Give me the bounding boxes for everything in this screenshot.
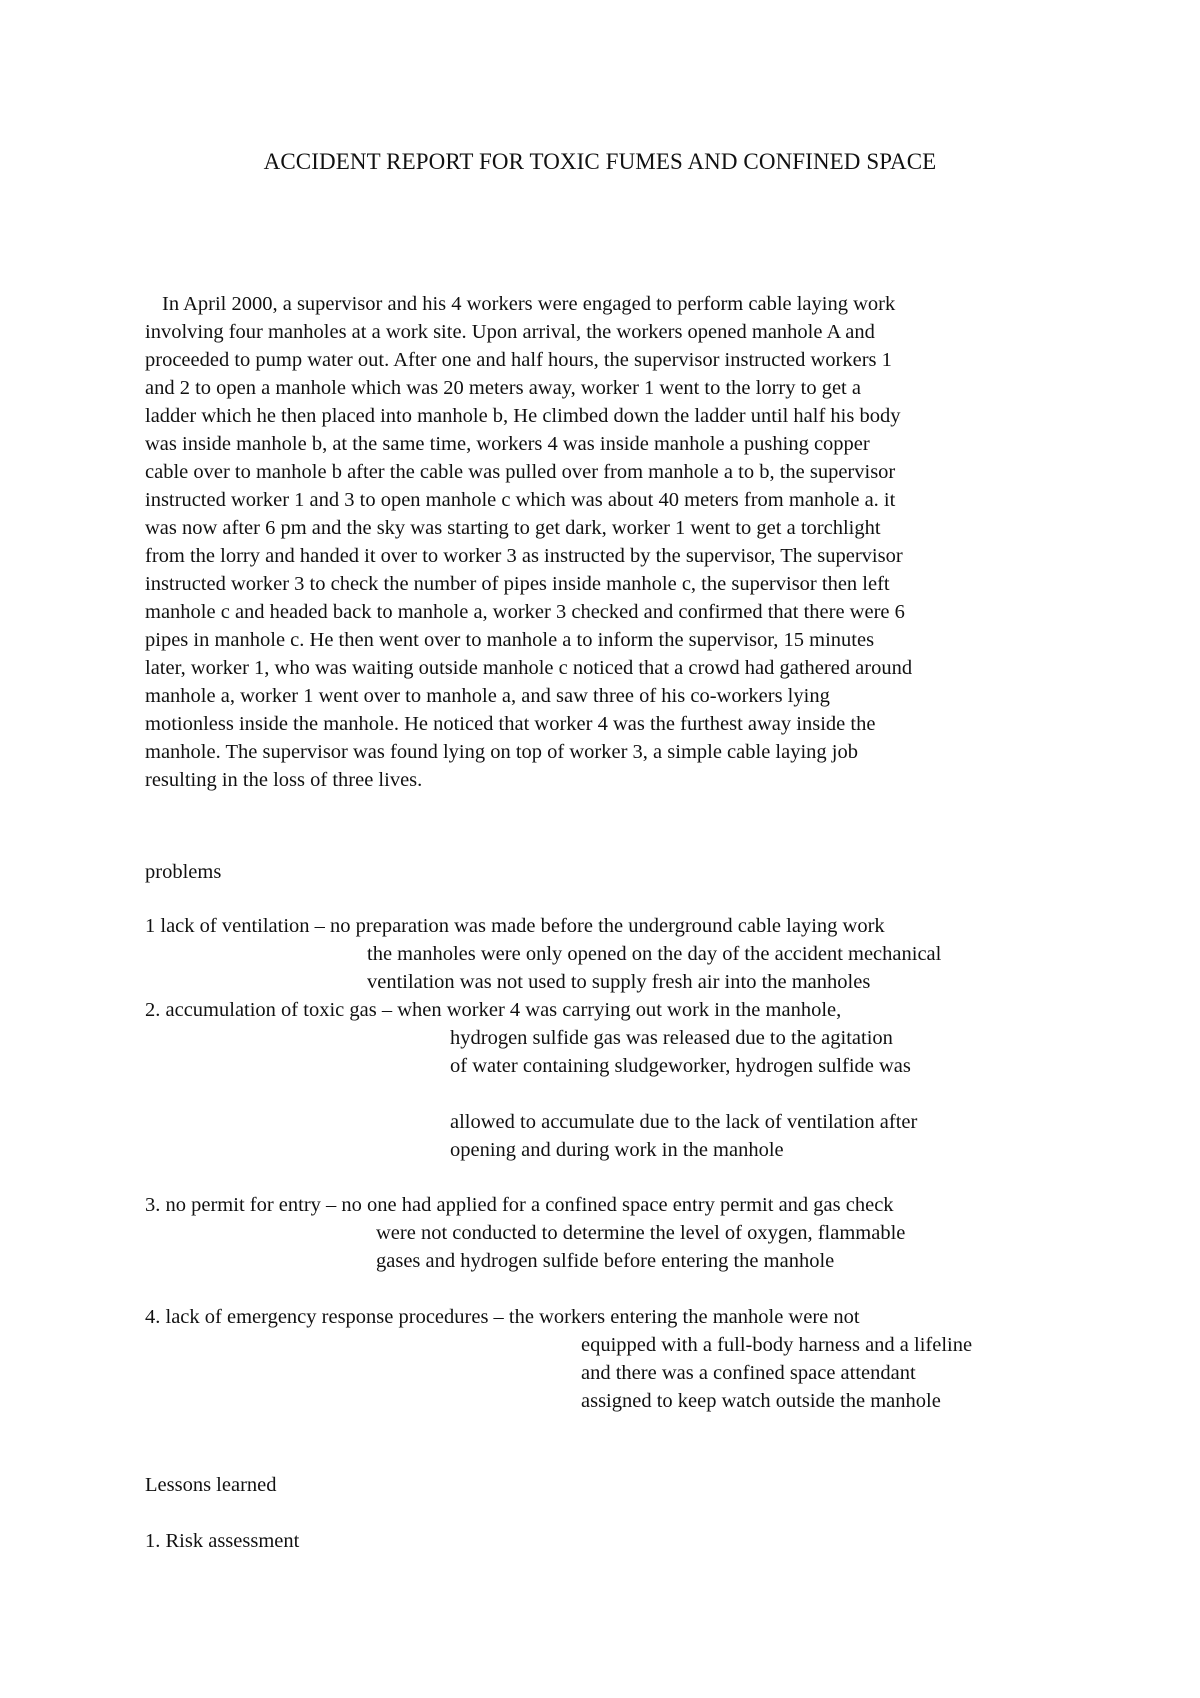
problem-title: 1 lack of ventilation – no preparation was made before the underground cable laying work [145, 915, 885, 937]
paragraph-line: instructed worker 1 and 3 to open manhole c which was about 40 meters from manhole a. it [145, 489, 896, 511]
problem-detail: assigned to keep watch outside the manhole [581, 1390, 941, 1412]
paragraph-line: ladder which he then placed into manhole b, He climbed down the ladder until half his body [145, 405, 901, 427]
problem-detail: equipped with a full-body harness and a lifeline [581, 1334, 973, 1356]
problem-item-4 [145, 1303, 972, 1415]
paragraph-line: resulting in the loss of three lives. [145, 769, 423, 791]
page-title: ACCIDENT REPORT FOR TOXIC FUMES AND CONFINED SPACE [263, 149, 937, 174]
paragraph-line: pipes in manhole c. He then went over to manhole a to inform the supervisor, 15 minutes [145, 629, 875, 651]
problem-detail [145, 1080, 917, 1108]
problem-item-2 [145, 996, 917, 1164]
paragraph-line: proceeded to pump water out. After one and half hours, the supervisor instructed workers 1 [145, 349, 892, 371]
problem-detail: gases and hydrogen sulfide before entering the manhole [376, 1250, 835, 1272]
problem-detail: opening and during work in the manhole [450, 1139, 784, 1161]
paragraph-line: manhole c and headed back to manhole a, worker 3 checked and confirmed that there were 6 [145, 601, 905, 623]
paragraph-line: was inside manhole b, at the same time, workers 4 was inside manhole a pushing copper [145, 433, 870, 455]
paragraph-line: manhole a, worker 1 went over to manhole a, and saw three of his co-workers lying [145, 685, 830, 707]
paragraph-line: and 2 to open a manhole which was 20 meters away, worker 1 went to the lorry to get a [145, 377, 861, 399]
paragraph-line: motionless inside the manhole. He noticed that worker 4 was the furthest away inside the [145, 713, 876, 735]
paragraph-line: instructed worker 3 to check the number of pipes inside manhole c, the supervisor then left [145, 573, 890, 595]
problem-detail: and there was a confined space attendant [581, 1362, 916, 1384]
problem-item-3 [145, 1191, 905, 1275]
lessons-heading: Lessons learned [145, 1474, 277, 1496]
paragraph-line: involving four manholes at a work site. Upon arrival, the workers opened manhole A and [145, 321, 875, 343]
problem-title: 2. accumulation of toxic gas – when worker 4 was carrying out work in the manhole, [145, 999, 842, 1021]
problems-heading: problems [145, 861, 222, 883]
intro-paragraph [145, 290, 1075, 794]
problem-detail: of water containing sludgeworker, hydrogen sulfide was [450, 1055, 911, 1077]
problem-title: 3. no permit for entry – no one had applied for a confined space entry permit and gas check [145, 1194, 894, 1216]
paragraph-line: was now after 6 pm and the sky was starting to get dark, worker 1 went to get a torchlight [145, 517, 881, 539]
problem-detail: were not conducted to determine the level of oxygen, flammable [376, 1222, 906, 1244]
problem-title: 4. lack of emergency response procedures – the workers entering the manhole were not [145, 1306, 860, 1328]
problem-detail: allowed to accumulate due to the lack of ventilation after [450, 1111, 918, 1133]
problem-detail: the manholes were only opened on the day of the accident mechanical [367, 943, 942, 965]
lesson-item: 1. Risk assessment [145, 1530, 300, 1552]
problem-detail: ventilation was not used to supply fresh air into the manholes [367, 971, 871, 993]
paragraph-line: In April 2000, a supervisor and his 4 workers were engaged to perform cable laying work [162, 293, 896, 315]
paragraph-line: cable over to manhole b after the cable was pulled over from manhole a to b, the supervisor [145, 461, 896, 483]
problem-detail: hydrogen sulfide gas was released due to the agitation [450, 1027, 893, 1049]
paragraph-line: from the lorry and handed it over to worker 3 as instructed by the supervisor, The supervisor [145, 545, 903, 567]
problem-item-1 [145, 912, 941, 996]
paragraph-line: manhole. The supervisor was found lying on top of worker 3, a simple cable laying job [145, 741, 858, 763]
paragraph-line: later, worker 1, who was waiting outside manhole c noticed that a crowd had gathered around [145, 657, 913, 679]
